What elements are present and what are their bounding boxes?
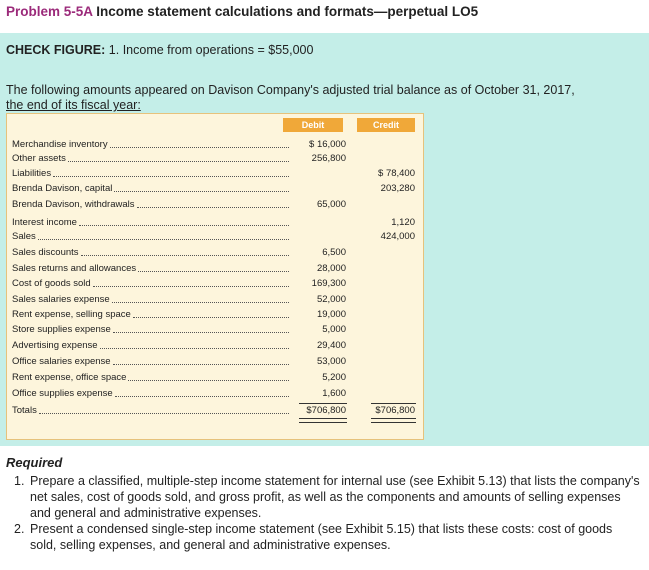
trial-balance-row [7, 370, 423, 385]
account-name: Cost of goods sold [12, 278, 91, 289]
dot-leader [115, 396, 289, 397]
debit-amount: 19,000 [316, 309, 346, 320]
intro-text [6, 83, 641, 113]
trial-balance-row [7, 354, 423, 369]
problem-heading: Income statement calculations and formats—perpetual LO5 [96, 4, 479, 19]
credit-amount: $ 78,400 [378, 168, 415, 179]
account-name: Sales [12, 231, 36, 242]
trial-balance-row [7, 197, 423, 212]
dot-leader [113, 332, 289, 333]
problem-panel [0, 33, 649, 446]
dot-leader [114, 191, 289, 192]
intro-line-2: the end of its fiscal year: [6, 98, 141, 112]
dot-leader [53, 176, 289, 177]
double-underline [299, 418, 347, 423]
trial-balance-row [7, 166, 423, 181]
account-name: Sales salaries expense [12, 294, 110, 305]
debit-amount: 6,500 [322, 247, 346, 258]
problem-number: Problem 5-5A [6, 4, 93, 19]
check-figure-label: CHECK FIGURE: [6, 43, 106, 57]
dot-leader [68, 161, 289, 162]
dot-leader [39, 413, 289, 414]
trial-balance-row [7, 322, 423, 337]
trial-balance-row [7, 292, 423, 307]
trial-balance-table [6, 113, 424, 440]
debit-amount: 5,000 [322, 324, 346, 335]
trial-balance-header [7, 114, 423, 136]
trial-balance-row [7, 338, 423, 353]
check-figure [6, 43, 313, 57]
debit-amount: 52,000 [316, 294, 346, 305]
total-rule [371, 403, 416, 404]
dot-leader [38, 239, 289, 240]
credit-amount: 203,280 [380, 183, 415, 194]
account-name: Rent expense, office space [12, 372, 127, 383]
credit-amount: $706,800 [375, 405, 415, 416]
debit-amount: 65,000 [316, 199, 346, 210]
account-name: Office salaries expense [12, 356, 111, 367]
account-name: Advertising expense [12, 340, 98, 351]
credit-amount: 424,000 [380, 231, 415, 242]
account-name: Store supplies expense [12, 324, 111, 335]
account-name: Liabilities [12, 168, 52, 179]
double-underline [371, 418, 416, 423]
problem-title [6, 4, 478, 19]
debit-amount: $ 16,000 [309, 139, 346, 150]
dot-leader [138, 271, 289, 272]
check-figure-text: 1. Income from operations = $55,000 [108, 43, 314, 57]
account-name: Interest income [12, 217, 77, 228]
required-item-number: 2. [14, 522, 25, 536]
dot-leader [100, 348, 289, 349]
trial-balance-row [7, 151, 423, 166]
trial-balance-row [7, 307, 423, 322]
debit-amount: 29,400 [316, 340, 346, 351]
dot-leader [93, 286, 289, 287]
account-name: Totals [12, 405, 37, 416]
trial-balance-row [7, 181, 423, 196]
dot-leader [133, 317, 289, 318]
required-heading: Required [6, 455, 63, 470]
account-name: Other assets [12, 153, 66, 164]
required-item [6, 473, 642, 521]
account-name: Brenda Davison, capital [12, 183, 113, 194]
dot-leader [113, 364, 289, 365]
total-rule [299, 403, 347, 404]
debit-header: Debit [283, 118, 343, 132]
dot-leader [110, 147, 289, 148]
trial-balance-row [7, 137, 423, 152]
trial-balance-row [7, 245, 423, 260]
account-name: Sales returns and allowances [12, 263, 137, 274]
trial-balance-row [7, 261, 423, 276]
dot-leader [128, 380, 289, 381]
required-list [6, 473, 642, 553]
debit-amount: $706,800 [306, 405, 346, 416]
account-name: Brenda Davison, withdrawals [12, 199, 135, 210]
intro-line-1: The following amounts appeared on Davison Company's adjusted trial balance as of October 31, 2017, [6, 83, 575, 97]
trial-balance-row [7, 403, 423, 418]
required-item [6, 521, 642, 553]
trial-balance-row [7, 386, 423, 401]
account-name: Sales discounts [12, 247, 79, 258]
debit-amount: 256,800 [311, 153, 346, 164]
trial-balance-row [7, 215, 423, 230]
trial-balance-row [7, 276, 423, 291]
trial-balance-row [7, 229, 423, 244]
dot-leader [112, 302, 289, 303]
dot-leader [79, 225, 289, 226]
account-name: Rent expense, selling space [12, 309, 131, 320]
debit-amount: 28,000 [316, 263, 346, 274]
debit-amount: 169,300 [311, 278, 346, 289]
dot-leader [137, 207, 289, 208]
debit-amount: 5,200 [322, 372, 346, 383]
required-item-text: Prepare a classified, multiple-step income statement for internal use (see Exhibit 5.13) that lists the company's net sales, cost of goods sold, and gross profit, as well as the components and amounts of selling expenses and general and administrative expenses. [30, 474, 640, 520]
credit-amount: 1,120 [391, 217, 415, 228]
account-name: Merchandise inventory [12, 139, 108, 150]
required-item-text: Present a condensed single-step income statement (see Exhibit 5.15) that lists these costs: cost of goods sold, selling expenses, and general and administrative expenses. [30, 522, 613, 552]
credit-header: Credit [357, 118, 415, 132]
account-name: Office supplies expense [12, 388, 113, 399]
debit-amount: 53,000 [316, 356, 346, 367]
debit-amount: 1,600 [322, 388, 346, 399]
required-item-number: 1. [14, 474, 25, 488]
dot-leader [81, 255, 289, 256]
